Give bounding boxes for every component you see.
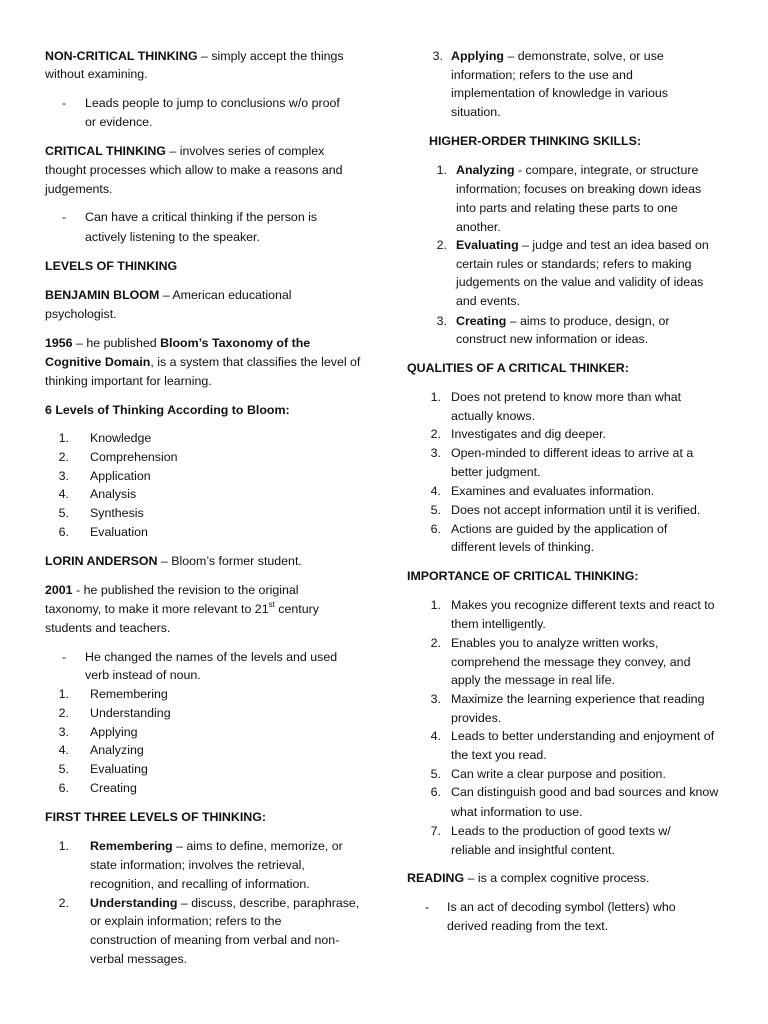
text-line: information; focuses on breaking down ideas bbox=[456, 182, 702, 196]
text-line: judgements on the value and validity of ideas bbox=[456, 275, 704, 289]
text-line: or explain information; refers to the bbox=[90, 914, 282, 928]
text-line: into parts and relating these parts to one bbox=[456, 201, 678, 215]
text-line: judgements. bbox=[45, 182, 113, 196]
non-critical-thinking-definition: NON-CRITICAL THINKING – simply accept the things bbox=[45, 49, 344, 63]
text-line: Cognitive Domain, is a system that classifies the level of bbox=[45, 355, 361, 369]
six-levels-heading: 6 Levels of Thinking According to Bloom: bbox=[45, 403, 290, 417]
text-line: recognition, and recalling of information. bbox=[90, 877, 310, 891]
text-line: taxonomy, to make it more relevant to 21st century bbox=[45, 600, 319, 616]
text-line: comprehend the message they convey, and bbox=[451, 655, 691, 669]
text-line: different levels of thinking. bbox=[451, 540, 595, 554]
text-line: better judgment. bbox=[451, 465, 541, 479]
text-line: the text you read. bbox=[451, 748, 547, 762]
text-line: without examining. bbox=[45, 67, 148, 81]
text-line: or evidence. bbox=[85, 115, 153, 129]
text-line: construction of meaning from verbal and non- bbox=[90, 933, 340, 947]
critical-thinking-definition: CRITICAL THINKING – involves series of complex bbox=[45, 144, 325, 158]
year-2001: 2001 - he published the revision to the original bbox=[45, 583, 299, 597]
qualities-heading: QUALITIES OF A CRITICAL THINKER: bbox=[407, 361, 629, 375]
text-line: verb instead of noun. bbox=[85, 668, 201, 682]
text-line: and events. bbox=[456, 294, 521, 308]
year-1956: 1956 – he published Bloom’s Taxonomy of the bbox=[45, 336, 311, 350]
bloom-definition: BENJAMIN BLOOM – American educational bbox=[45, 288, 292, 302]
text-line: provides. bbox=[451, 711, 502, 725]
text-line: psychologist. bbox=[45, 307, 117, 321]
text-line: thought processes which allow to make a reasons and bbox=[45, 163, 343, 177]
text-line: implementation of knowledge in various bbox=[451, 86, 668, 100]
importance-heading: IMPORTANCE OF CRITICAL THINKING: bbox=[407, 569, 639, 583]
reading-definition: READING – is a complex cognitive process. bbox=[407, 871, 650, 885]
anderson-definition: LORIN ANDERSON – Bloom’s former student. bbox=[45, 554, 302, 568]
first-three-heading: FIRST THREE LEVELS OF THINKING: bbox=[45, 810, 266, 824]
text-line: information; refers to the use and bbox=[451, 68, 633, 82]
text-line: verbal messages. bbox=[90, 952, 188, 966]
text-line: thinking important for learning. bbox=[45, 374, 212, 388]
levels-heading: LEVELS OF THINKING bbox=[45, 259, 178, 273]
text-line: another. bbox=[456, 220, 501, 234]
text-line: students and teachers. bbox=[45, 621, 171, 635]
text-line: certain rules or standards; refers to making bbox=[456, 257, 692, 271]
text-line: apply the message in real life. bbox=[451, 673, 615, 687]
text-line: state information; involves the retrieval, bbox=[90, 858, 305, 872]
text-line: construct new information or ideas. bbox=[456, 332, 649, 346]
hots-heading: HIGHER-ORDER THINKING SKILLS: bbox=[429, 134, 642, 148]
text-line: what information to use. bbox=[451, 805, 583, 819]
text-line: them intelligently. bbox=[451, 617, 546, 631]
text-line: derived reading from the text. bbox=[447, 919, 609, 933]
text-line: reliable and insightful content. bbox=[451, 843, 615, 857]
text-line: actually knows. bbox=[451, 409, 536, 423]
text-line: situation. bbox=[451, 105, 501, 119]
text-line: actively listening to the speaker. bbox=[85, 230, 260, 244]
